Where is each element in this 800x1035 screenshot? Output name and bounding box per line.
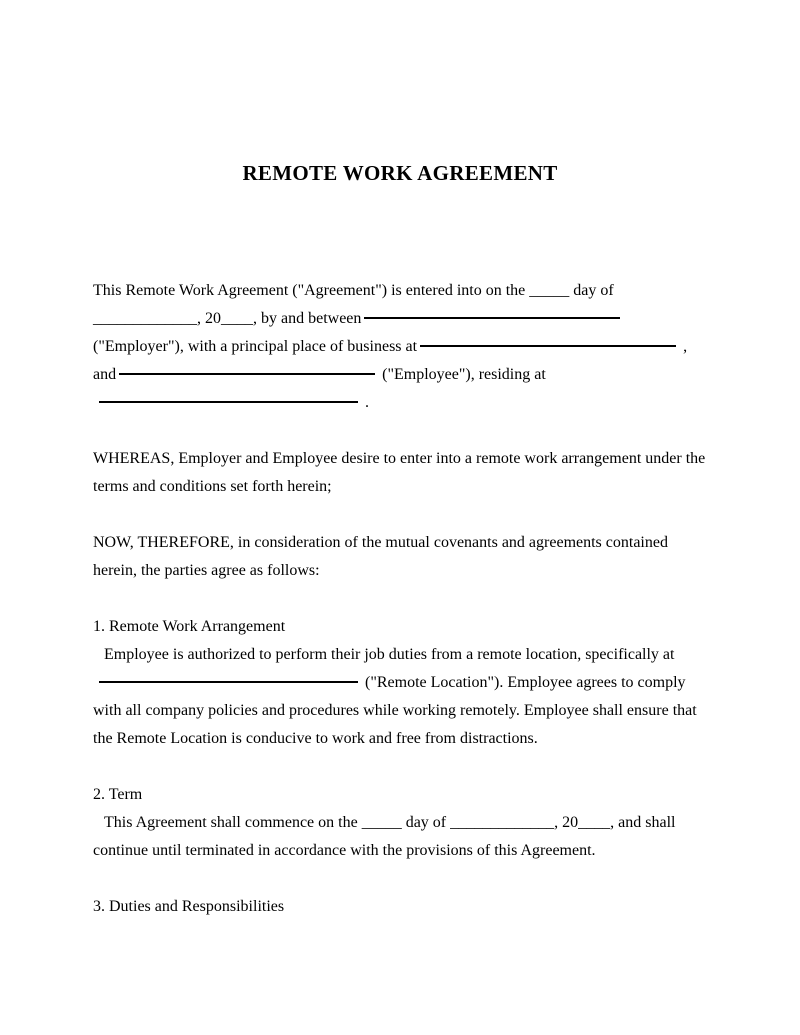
section-1-heading — [93, 613, 733, 641]
text-segment: Employee is authorized to perform their job duties from a remote location, specifically at — [104, 646, 675, 663]
section-1-line-2 — [93, 641, 733, 669]
text-segment: , — [683, 338, 688, 355]
text-segment: . — [365, 394, 369, 411]
now-therefore-line-2 — [93, 557, 733, 585]
intro-line-4 — [93, 361, 733, 389]
section-3 — [93, 893, 733, 921]
section-1-line-4 — [93, 697, 733, 725]
text-segment: This Remote Work Agreement ("Agreement") is entered into on the _____ day of — [93, 282, 614, 299]
text-segment: NOW, THEREFORE, in consideration of the mutual covenants and agreements contained — [93, 534, 668, 551]
paragraph-intro — [93, 277, 733, 417]
text-segment: herein, the parties agree as follows: — [93, 562, 320, 579]
text-segment: 3. Duties and Responsibilities — [93, 898, 285, 915]
section-2-heading — [93, 781, 733, 809]
intro-line-3 — [93, 333, 733, 361]
text-segment: 1. Remote Work Arrangement — [93, 618, 286, 635]
paragraph-whereas — [93, 445, 733, 501]
text-segment: 2. Term — [93, 786, 143, 803]
fill-in-blank-line — [364, 317, 620, 319]
section-3-heading — [93, 893, 733, 921]
text-segment: with all company policies and procedures while working remotely. Employee shall ensure that — [93, 702, 697, 719]
now-therefore-line-1 — [93, 529, 733, 557]
section-1 — [93, 613, 733, 753]
document-title: REMOTE WORK AGREEMENT — [242, 161, 558, 185]
text-segment: ("Employee"), residing at — [382, 366, 546, 383]
section-2-line-2 — [93, 809, 733, 837]
fill-in-blank-line — [99, 681, 358, 683]
text-segment: _____________, 20____, by and between — [93, 310, 362, 327]
text-segment: terms and conditions set forth herein; — [93, 478, 332, 495]
text-segment: continue until terminated in accordance with the provisions of this Agreement. — [93, 842, 596, 859]
intro-line-5 — [93, 389, 733, 417]
whereas-line-1 — [93, 445, 733, 473]
fill-in-blank-line — [119, 373, 375, 375]
text-segment: and — [93, 366, 117, 383]
section-2-line-3 — [93, 837, 733, 865]
paragraph-now-therefore — [93, 529, 733, 585]
section-1-line-3 — [93, 669, 733, 697]
intro-line-2 — [93, 305, 733, 333]
text-segment: ("Employer"), with a principal place of business at — [93, 338, 418, 355]
whereas-line-2 — [93, 473, 733, 501]
section-1-line-5 — [93, 725, 733, 753]
text-segment: the Remote Location is conducive to work and free from distractions. — [93, 730, 538, 747]
text-segment: This Agreement shall commence on the _____ day of _____________, 20____, and shall — [104, 814, 676, 831]
fill-in-blank-line — [99, 401, 358, 403]
fill-in-blank-line — [420, 345, 676, 347]
text-segment: WHEREAS, Employer and Employee desire to enter into a remote work arrangement under the — [93, 450, 706, 467]
section-2 — [93, 781, 733, 865]
document-body — [93, 277, 733, 921]
text-segment: ("Remote Location"). Employee agrees to comply — [365, 674, 686, 691]
intro-line-1 — [93, 277, 733, 305]
